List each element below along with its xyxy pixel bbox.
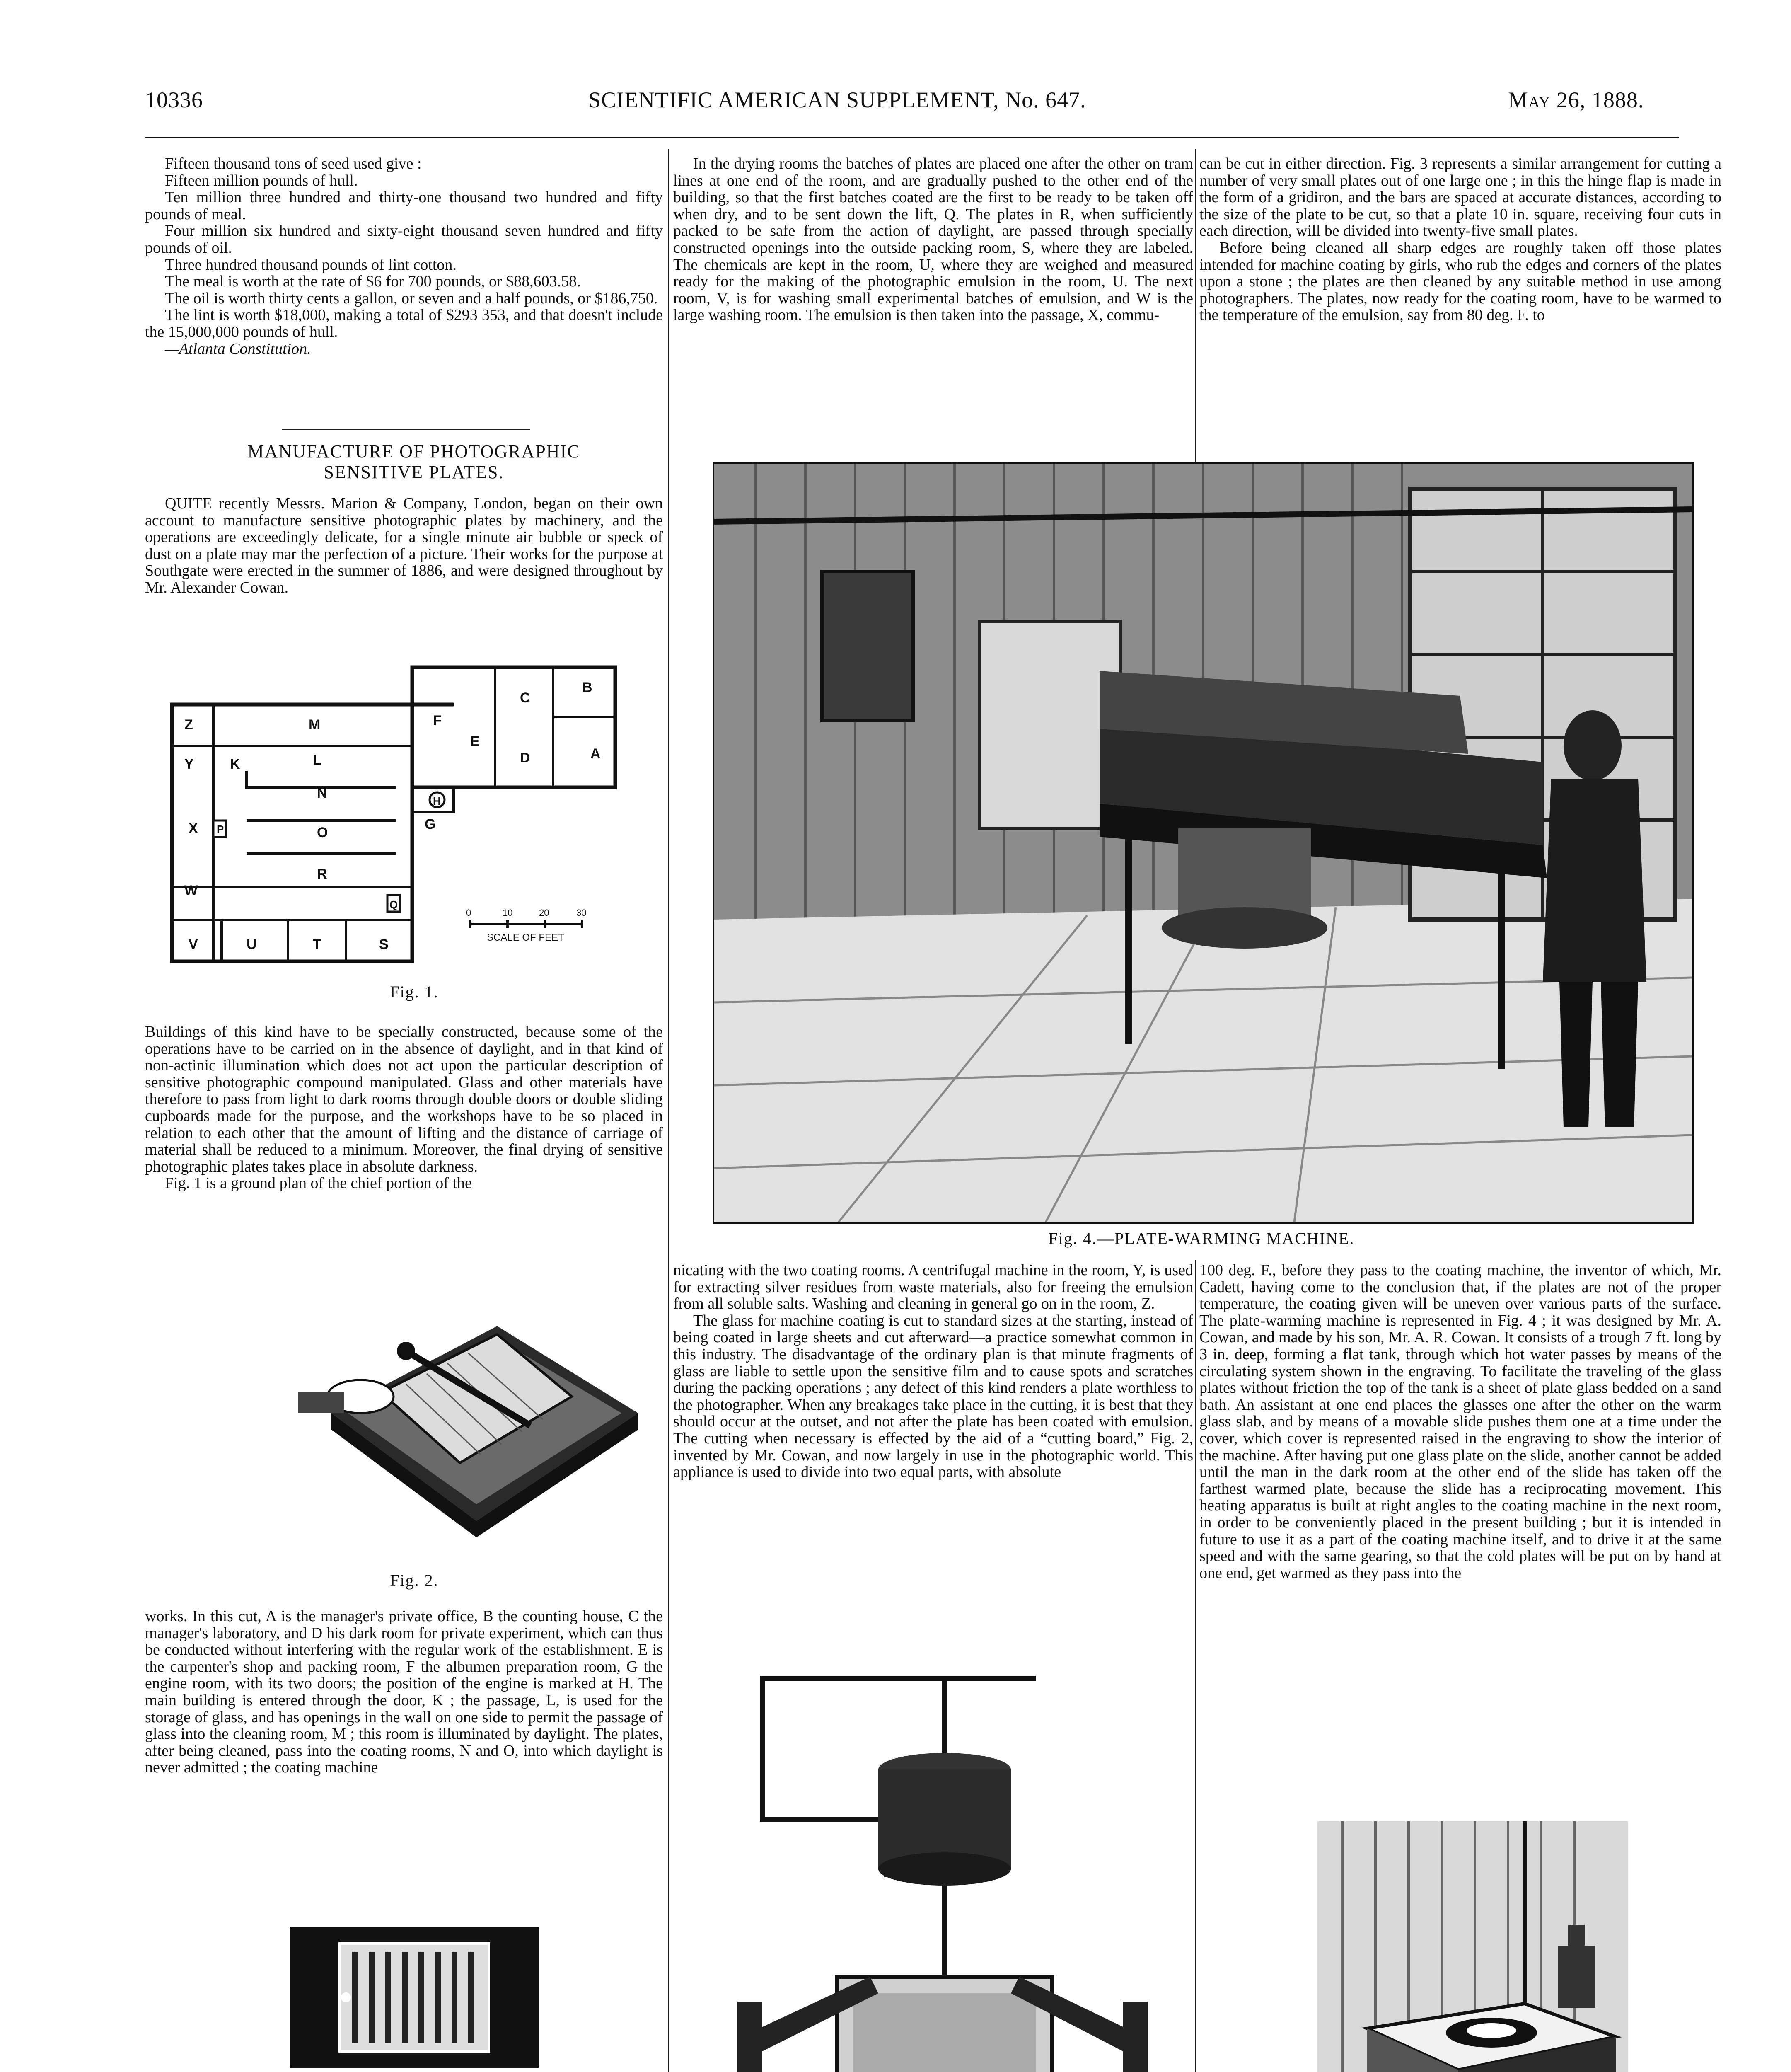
page-number: 10336 xyxy=(145,87,203,112)
plan-label: U xyxy=(247,937,257,952)
column-1-top xyxy=(145,155,663,357)
column-3-top xyxy=(1199,155,1721,324)
paragraph: Fig. 1 is a ground plan of the chief portion of the xyxy=(165,1174,472,1192)
paragraph: nicating with the two coating rooms. A centrifugal machine in the room, Y, is used for extracting silver residues from waste materials, also for freeing the emulsion from all soluble salts. Washing and cleaning in general go on in the room, Z. xyxy=(673,1261,1193,1313)
cutting-board-drawing xyxy=(282,1289,655,1550)
paragraph: The lint is worth $18,000, making a total of $293 353, and that doesn't include the 15,000,000 pounds of hull. xyxy=(145,306,663,341)
paragraph: In the drying rooms the batches of plates are placed one after the other on tram lines at one end of the room, and are gradually pushed to the other end of the building, so that the first batches coated are the first to be ready to be taken off when dry, and to be sent down the lift, Q. The plates in R, when sufficiently packed to be safe from the action of daylight, are passed through specially constructed openings into the outside packing room, S, where they are labeled. The chemicals are kept in the room, U, where they are weighed and measured ready for the making of the photographic emulsion in the room, U. The next room, V, is for washing small experimental batches of emulsion, and W is the large washing room. The emulsion is then taken into the passage, X, commu- xyxy=(673,155,1193,324)
plan-label: R xyxy=(317,866,327,882)
column-rule-right-top xyxy=(1195,149,1196,464)
source-credit: —Atlanta Constitution. xyxy=(165,340,311,358)
fig3-gridiron-board xyxy=(290,1927,539,2068)
plan-label: M xyxy=(309,717,321,733)
plan-label: X xyxy=(189,821,198,836)
plan-label: A xyxy=(590,746,601,762)
fig1-ground-plan xyxy=(164,663,661,974)
paragraph: Fifteen million pounds of hull. xyxy=(165,172,358,189)
column-rule-left xyxy=(668,149,669,2072)
paragraph: 100 deg. F., before they pass to the coating machine, the inventor of which, Mr. Cadett, having come to the conclusion that, if the plates are not of the proper temperature, the coating given will be uneven over various parts of the surface. The plate-warming machine is represented in Fig. 4 ; it was designed by Mr. A. Cowan, and made by his son, Mr. A. R. Cowan. It consists of a trough 7 ft. long by 3 in. deep, forming a flat tank, through which hot water passes by means of the circulating system shown in the engraving. To facilitate the traveling of the glass plates without friction the top of the tank is a sheet of plate glass bedded on a sand bath. An assistant at one end places the glasses one after the other on the warm glass slab, and by means of a movable slide pushes them one at a time under the cover, which cover is represented raised in the engraving to show the interior of the machine. After having put one glass plate on the slide, another cannot be added until the man in the dark room at the other end of the slide has taken off the farthest warmed plate, because the slide has a reciprocating movement. This heating apparatus is built at right angles to the coating machine in the next room, in order to be conveniently placed in the present building ; but it is intended in future to use it as a part of the coating machine itself, and to drive it at the same speed and with the same gearing, so that the cold plates will be put on by hand at one end, get warmed as they pass into the xyxy=(1199,1261,1721,1582)
paragraph: Ten million three hundred and thirty-one thousand two hundred and fifty pounds of meal. xyxy=(145,189,663,223)
fig2-caption: Fig. 2. xyxy=(390,1571,439,1590)
paragraph: The glass for machine coating is cut to standard sizes at the starting, instead of being coated in large sheets and cut afterward—a practice somewhat common in this industry. The disadvantage of the ordinary plan is that minute fragments of glass are liable to settle upon the sensitive film and to cause spots and scratches during the packing operations ; any defect of this kind renders a plate worthless to the photographer. When any breakages take place in the cutting, it is best that they should occur at the outset, and not after the plate has been coated with emulsion. The cutting when necessary is effected by the aid of a “cutting board,” Fig. 2, invented by Mr. Cowan, and now largely in use in the photographic world. This appliance is used to divide into two equal parts, with absolute xyxy=(673,1312,1193,1481)
plan-label: K xyxy=(230,756,240,772)
fig4-caption: Fig. 4.—PLATE-WARMING MACHINE. xyxy=(1048,1229,1355,1248)
plan-label: L xyxy=(313,752,321,768)
section-divider xyxy=(282,429,530,430)
gridiron-drawing xyxy=(290,1927,539,2068)
plate-warming-engraving xyxy=(714,464,1692,1222)
plan-label: Q xyxy=(389,898,398,911)
plan-label: S xyxy=(379,937,389,952)
plan-label: N xyxy=(317,785,327,801)
running-title: SCIENTIFIC AMERICAN SUPPLEMENT, No. 647. xyxy=(588,87,1086,112)
ground-plan-drawing xyxy=(164,663,661,974)
plan-label: D xyxy=(520,750,530,766)
fig5-hot-water-system xyxy=(713,1662,1172,2072)
paragraph: Fifteen thousand tons of seed used give : xyxy=(165,155,422,172)
plan-label: G xyxy=(425,816,436,832)
article-title-line-2: SENSITIVE PLATES. xyxy=(324,462,504,482)
article-intro xyxy=(145,495,663,596)
column-2-top xyxy=(673,155,1193,324)
article-title-line-1: MANUFACTURE OF PHOTOGRAPHIC xyxy=(247,441,580,462)
plan-label: W xyxy=(184,883,198,898)
fig1-caption: Fig. 1. xyxy=(390,983,439,1001)
paragraph: can be cut in either direction. Fig. 3 represents a similar arrangement for cutting a number of very small plates out of one large one ; in this the hinge flap is made in the form of a gridiron, and the bars are spaced at accurate distances, according to the size of the plate to be cut, so that a plate 10 in. square, receiving four cuts in each direction, will be divided into twenty-five small plates. xyxy=(1199,155,1721,240)
scale-tick: 30 xyxy=(576,908,587,918)
paragraph: The meal is worth at the rate of $6 for 700 pounds, or $88,603.58. xyxy=(165,273,581,290)
plan-label: O xyxy=(317,825,328,840)
paragraph: works. In this cut, A is the manager's private office, B the counting house, C the manager's laboratory, and D his dark room for private experiment, which can thus be conducted without interfering with the regular work of the establishment. E is the carpenter's shop and packing room, F the albumen preparation room, G the engine room, with its two doors; the position of the engine is marked at H. The main building is entered through the door, K ; the passage, L, is used for the storage of glass, and has openings in the wall on one side to permit the passage of glass into the cleaning room, M ; this room is illuminated by daylight. The plates, after being cleaned, pass into the coating rooms, N and O, into which daylight is never admitted ; the coating machine xyxy=(145,1607,663,1777)
plan-label: P xyxy=(217,823,224,835)
column-2-middle xyxy=(673,1262,1193,1481)
plan-label: B xyxy=(582,680,592,695)
plan-label: C xyxy=(520,690,530,706)
issue-date: May 26, 1888. xyxy=(1508,87,1644,112)
scale-tick: 10 xyxy=(503,908,513,918)
header-rule xyxy=(145,137,1679,138)
heated-copper-engraving xyxy=(1317,1821,1628,2072)
plan-label: E xyxy=(470,733,480,749)
plan-label: F xyxy=(433,713,442,729)
scale-tick: 0 xyxy=(466,908,471,918)
fig6-heated-copper xyxy=(1317,1821,1628,2072)
column-1-works xyxy=(145,1608,663,1776)
paragraph: Four million six hundred and sixty-eight thousand seven hundred and fifty pounds of oil. xyxy=(145,222,663,257)
column-3-middle xyxy=(1199,1262,1721,1581)
hot-water-engraving xyxy=(713,1662,1172,2072)
column-rule-right-bottom xyxy=(1195,1260,1196,2072)
plan-label: T xyxy=(313,937,321,952)
paragraph: Three hundred thousand pounds of lint cotton. xyxy=(165,256,457,274)
intro-paragraph: QUITE recently Messrs. Marion & Company, London, began on their own account to manufacture sensitive photographic plates by machinery, and the operations are exceedingly delicate, for a single minute air bubble or speck of dust on a plate may mar the perfection of a picture. Their works for the purpose at Southgate were erected in the summer of 1886, and were designed throughout by Mr. Alexander Cowan. xyxy=(145,495,663,596)
paragraph: The oil is worth thirty cents a gallon, or seven and a half pounds, or $186,750. xyxy=(165,289,658,307)
plan-label: Z xyxy=(184,717,193,733)
fig2-cutting-board xyxy=(282,1289,655,1550)
column-1-middle xyxy=(145,1024,663,1192)
plan-label: H xyxy=(433,795,441,807)
plan-label: Y xyxy=(184,756,194,772)
scale-tick: 20 xyxy=(539,908,549,918)
article-heading xyxy=(145,441,663,483)
paragraph: Before being cleaned all sharp edges are roughly taken off those plates intended for machine coating by girls, who rub the edges and corners of the plates upon a stone ; the plates are then cleaned by any suitable method in use among photographers. The plates, now ready for the coating room, have to be warmed to the temperature of the emulsion, say from 80 deg. F. to xyxy=(1199,239,1721,324)
paragraph: Buildings of this kind have to be specially constructed, because some of the operations have to be carried on in the absence of daylight, and in that kind of non-actinic illumination which does not act upon the particular description of sensitive photographic compound manipulated. Glass and other materials have therefore to pass from light to dark rooms through double doors or double sliding cupboards made for the purpose, and the workshops have to be so placed in relation to each other that the amount of lifting and the distance of carriage of material shall be reduced to a minimum. Moreover, the final drying of sensitive photographic plates takes place in absolute darkness. xyxy=(145,1023,663,1175)
plan-label: V xyxy=(189,937,198,952)
fig4-plate-warming-machine xyxy=(713,462,1694,1224)
scale-label: SCALE OF FEET xyxy=(487,932,564,943)
